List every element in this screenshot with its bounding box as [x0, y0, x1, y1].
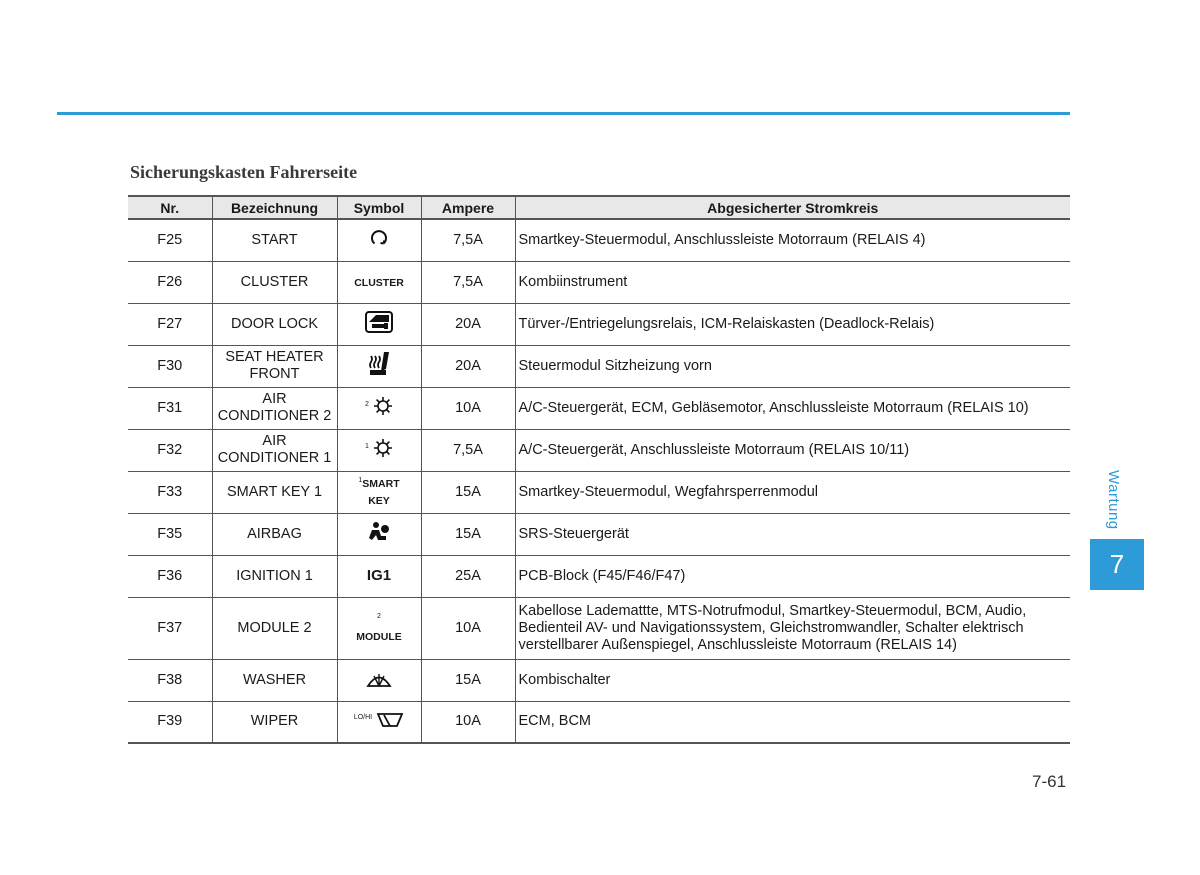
- fuse-name: [212, 387, 337, 429]
- fuse-number: F37: [128, 597, 212, 659]
- fuse-number: F39: [128, 701, 212, 743]
- fuse-circuit: Smartkey-Steuermodul, Wegfahrsperrenmodul: [515, 471, 1070, 513]
- fuse-symbol: [337, 387, 421, 429]
- column-header-symbol: Symbol: [337, 196, 421, 219]
- fuse-name-line2: CONDITIONER 1: [217, 450, 332, 466]
- fuse-number: F32: [128, 429, 212, 471]
- fuse-symbol: [337, 219, 421, 261]
- circuit-line1: Kabellose Lademattte, MTS-Notrufmodul, Smartkey-Steuermodul, BCM, Audio,: [518, 602, 1027, 619]
- fuse-symbol: [337, 555, 421, 597]
- snowflake-icon: [373, 396, 393, 416]
- fuse-ampere: 7,5A: [421, 429, 515, 471]
- fuse-name-line2: CONDITIONER 2: [217, 408, 332, 424]
- fuse-symbol: [337, 701, 421, 743]
- fuse-symbol: [337, 261, 421, 303]
- page-number: 7-61: [1032, 772, 1067, 791]
- fuse-table: [128, 195, 1070, 744]
- fuse-number: F30: [128, 345, 212, 387]
- fuse-number: F26: [128, 261, 212, 303]
- fuse-circuit: Kombiinstrument: [515, 261, 1070, 303]
- fuse-name: DOOR LOCK: [212, 303, 337, 345]
- fuse-name-line1: SEAT HEATER: [225, 349, 324, 365]
- circuit-line2: Bedienteil AV- und Navigationssystem, Gleichstromwandler, Schalter elektrisch: [518, 619, 1024, 636]
- fuse-symbol: [337, 659, 421, 701]
- column-header-nr: Nr.: [128, 196, 212, 219]
- fuse-symbol: [337, 303, 421, 345]
- symbol-line2: KEY: [368, 495, 390, 507]
- fuse-name-line2: FRONT: [249, 366, 300, 382]
- fuse-name: [212, 345, 337, 387]
- chapter-side-label: Wartung: [1105, 470, 1122, 530]
- table-row: [128, 701, 1070, 743]
- table-row: [128, 219, 1070, 261]
- fuse-circuit: A/C-Steuergerät, ECM, Gebläsemotor, Anschlussleiste Motorraum (RELAIS 10): [515, 387, 1070, 429]
- fuse-name: MODULE 2: [212, 597, 337, 659]
- column-header-circuit: Abgesicherter Stromkreis: [515, 196, 1070, 219]
- table-row: [128, 659, 1070, 701]
- fuse-number: F25: [128, 219, 212, 261]
- circuit-line3: verstellbarer Außenspiegel, Anschlussleiste Motorraum (RELAIS 14): [518, 636, 957, 653]
- fuse-symbol: [337, 429, 421, 471]
- fuse-circuit: A/C-Steuergerät, Anschlussleiste Motorraum (RELAIS 10/11): [515, 429, 1070, 471]
- chapter-number-tab: 7: [1090, 539, 1144, 590]
- fuse-ampere: 15A: [421, 513, 515, 555]
- fuse-number: F31: [128, 387, 212, 429]
- table-row: [128, 513, 1070, 555]
- fuse-name: WASHER: [212, 659, 337, 701]
- section-title: Sicherungskasten Fahrerseite: [130, 162, 358, 182]
- symbol-text: MODULE: [356, 631, 402, 643]
- table-row: [128, 471, 1070, 513]
- washer-icon: [365, 667, 393, 689]
- column-header-ampere: Ampere: [421, 196, 515, 219]
- symbol-superscript: 1: [365, 442, 369, 450]
- fuse-name: IGNITION 1: [212, 555, 337, 597]
- fuse-name: SMART KEY 1: [212, 471, 337, 513]
- fuse-ampere: 7,5A: [421, 261, 515, 303]
- fuse-ampere: 15A: [421, 659, 515, 701]
- symbol-line1: SMART: [362, 478, 400, 490]
- fuse-name: [212, 429, 337, 471]
- ig1-symbol-text: IG1: [366, 567, 392, 584]
- fuse-ampere: 25A: [421, 555, 515, 597]
- fuse-number: F33: [128, 471, 212, 513]
- fuse-circuit: Steuermodul Sitzheizung vorn: [515, 345, 1070, 387]
- cluster-symbol-text: CLUSTER: [354, 276, 404, 289]
- table-row: [128, 345, 1070, 387]
- fuse-name: AIRBAG: [212, 513, 337, 555]
- airbag-icon: [367, 521, 391, 543]
- table-row: [128, 555, 1070, 597]
- table-row: [128, 597, 1070, 659]
- fuse-name: CLUSTER: [212, 261, 337, 303]
- smart-key-symbol: [358, 478, 399, 507]
- fuse-number: F27: [128, 303, 212, 345]
- fuse-symbol: [337, 513, 421, 555]
- fuse-number: F36: [128, 555, 212, 597]
- fuse-ampere: 10A: [421, 701, 515, 743]
- start-arrow-icon: [368, 227, 390, 249]
- fuse-name: WIPER: [212, 701, 337, 743]
- fuse-name-line1: AIR: [262, 391, 287, 407]
- table-row: [128, 261, 1070, 303]
- fuse-number: F35: [128, 513, 212, 555]
- table-header-row: [128, 196, 1070, 219]
- fuse-ampere: 10A: [421, 387, 515, 429]
- fuse-name: START: [212, 219, 337, 261]
- table-row: [128, 387, 1070, 429]
- header-rule: [57, 112, 1070, 115]
- symbol-superscript: 1: [358, 477, 363, 484]
- column-header-name: Bezeichnung: [212, 196, 337, 219]
- fuse-symbol: [337, 597, 421, 659]
- symbol-superscript: 2: [365, 400, 369, 408]
- symbol-superscript: LO/HI: [353, 714, 373, 722]
- wiper-icon: [376, 709, 404, 729]
- fuse-ampere: 10A: [421, 597, 515, 659]
- seat-heater-icon: [364, 349, 394, 379]
- door-lock-icon: [364, 310, 394, 334]
- fuse-circuit: SRS-Steuergerät: [515, 513, 1070, 555]
- fuse-ampere: 15A: [421, 471, 515, 513]
- fuse-circuit: Smartkey-Steuermodul, Anschlussleiste Motorraum (RELAIS 4): [515, 219, 1070, 261]
- module-symbol: [356, 614, 402, 643]
- fuse-circuit: ECM, BCM: [515, 701, 1070, 743]
- fuse-ampere: 20A: [421, 345, 515, 387]
- fuse-ampere: 7,5A: [421, 219, 515, 261]
- fuse-name-line1: AIR: [262, 433, 287, 449]
- fuse-circuit: PCB-Block (F45/F46/F47): [515, 555, 1070, 597]
- fuse-circuit: Türver-/Entriegelungsrelais, ICM-Relaiskasten (Deadlock-Relais): [515, 303, 1070, 345]
- fuse-ampere: 20A: [421, 303, 515, 345]
- snowflake-icon: [373, 438, 393, 458]
- fuse-number: F38: [128, 659, 212, 701]
- fuse-symbol: [337, 345, 421, 387]
- table-row: [128, 303, 1070, 345]
- symbol-superscript: 2: [377, 613, 381, 620]
- fuse-symbol: [337, 471, 421, 513]
- fuse-circuit: Kombischalter: [515, 659, 1070, 701]
- fuse-circuit: [515, 597, 1070, 659]
- table-row: [128, 429, 1070, 471]
